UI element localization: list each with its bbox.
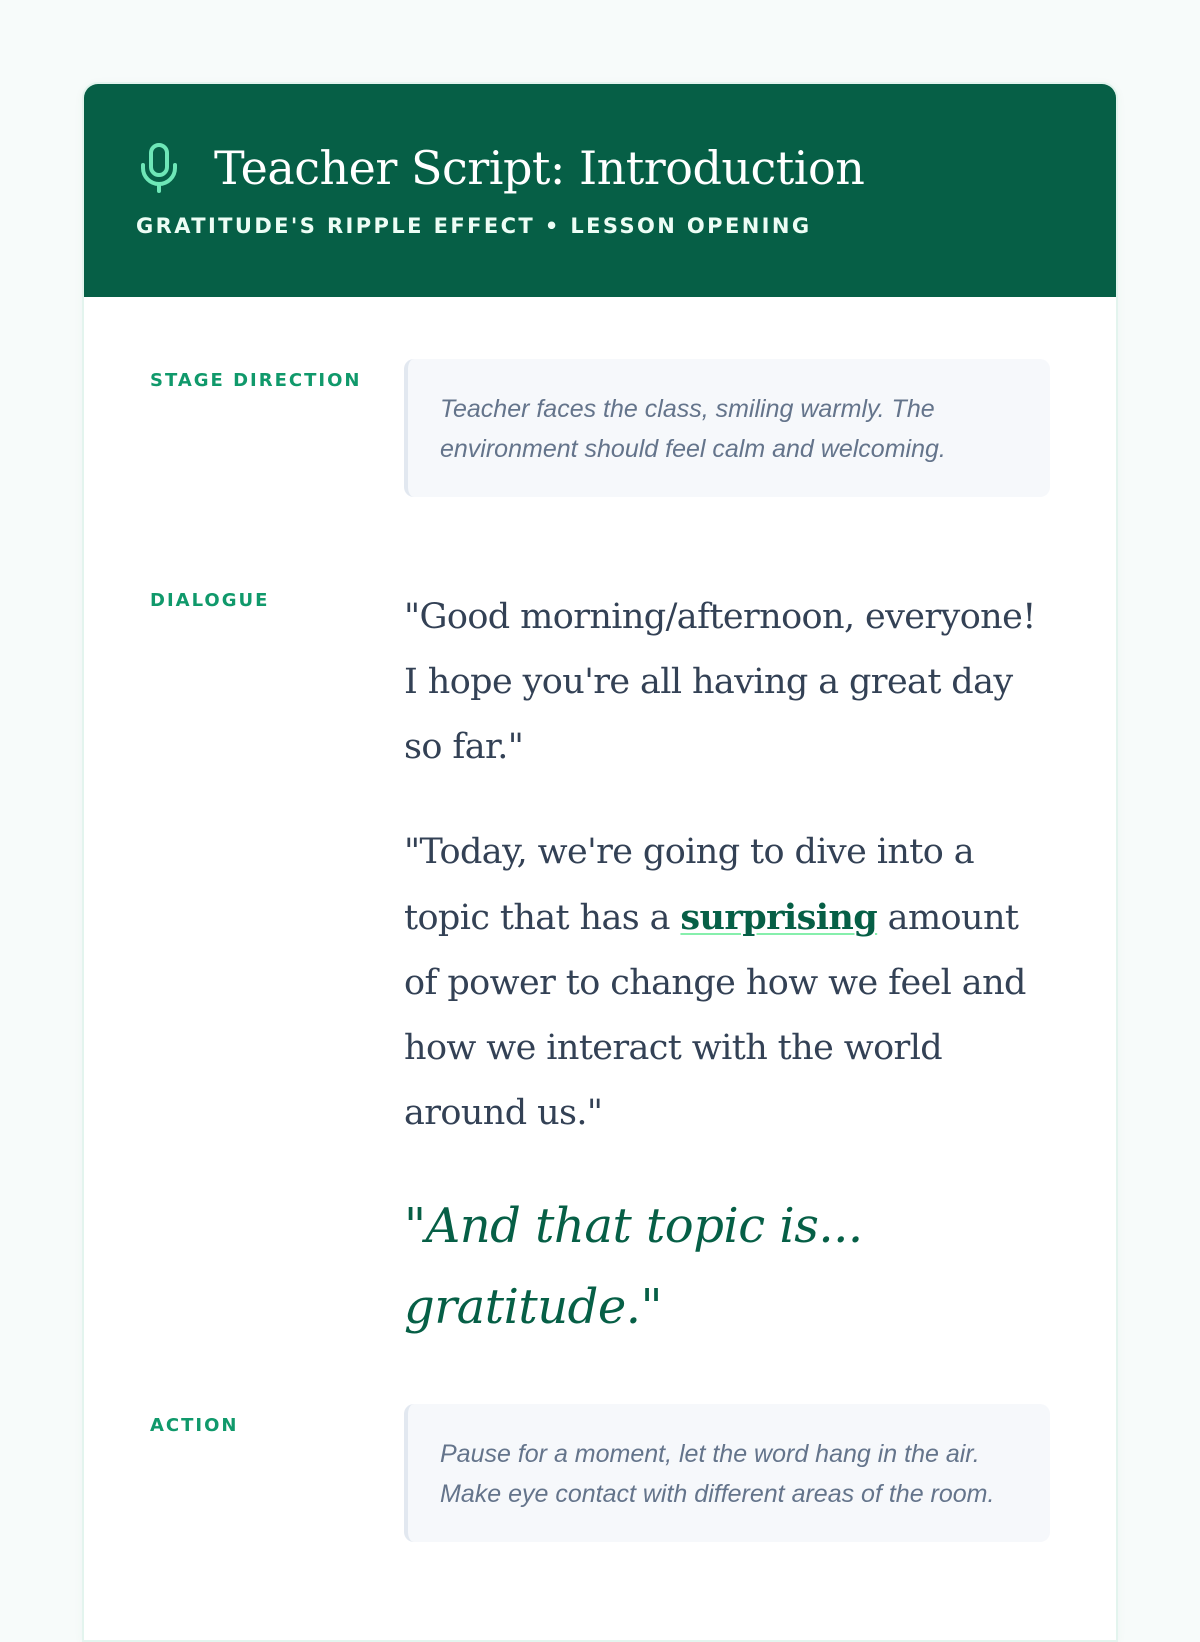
stage-direction-note: Teacher faces the class, smiling warmly. The environment should feel calm and welcoming. bbox=[404, 359, 1050, 497]
dialogue-paragraph-1: "Good morning/afternoon, everyone! I hope you're all having a great day so far." bbox=[404, 597, 1036, 767]
script-body bbox=[84, 297, 1116, 1542]
microphone-icon bbox=[138, 142, 180, 194]
page-subtitle: GRATITUDE'S RIPPLE EFFECT • LESSON OPENING bbox=[136, 214, 812, 238]
dialogue-paragraph-2-start: "Today, we're going to dive into a topic that has a bbox=[404, 832, 974, 938]
stage-direction-section bbox=[150, 359, 1050, 497]
stage-direction-label: STAGE DIRECTION bbox=[150, 370, 362, 391]
dialogue-section bbox=[150, 585, 1050, 1348]
gratitude-reveal: "And that topic is... gratitude." bbox=[404, 1198, 863, 1335]
script-card bbox=[82, 82, 1118, 1642]
dialogue-label: DIALOGUE bbox=[150, 590, 270, 611]
dialogue-paragraph-2 bbox=[404, 820, 1050, 1146]
emphasis-word: surprising bbox=[680, 897, 878, 938]
card-header bbox=[84, 84, 1116, 297]
dialogue-text bbox=[404, 585, 1050, 1348]
action-note: Pause for a moment, let the word hang in the air. Make eye contact with different areas of the room. bbox=[404, 1404, 1050, 1542]
dialogue-paragraph-2-end: amount of power to change how we feel and how we interact with the world around us." bbox=[404, 898, 1026, 1133]
action-section bbox=[150, 1404, 1050, 1542]
page-title: Teacher Script: Introduction bbox=[214, 141, 865, 195]
title-row bbox=[136, 142, 1064, 194]
action-label: ACTION bbox=[150, 1415, 239, 1436]
